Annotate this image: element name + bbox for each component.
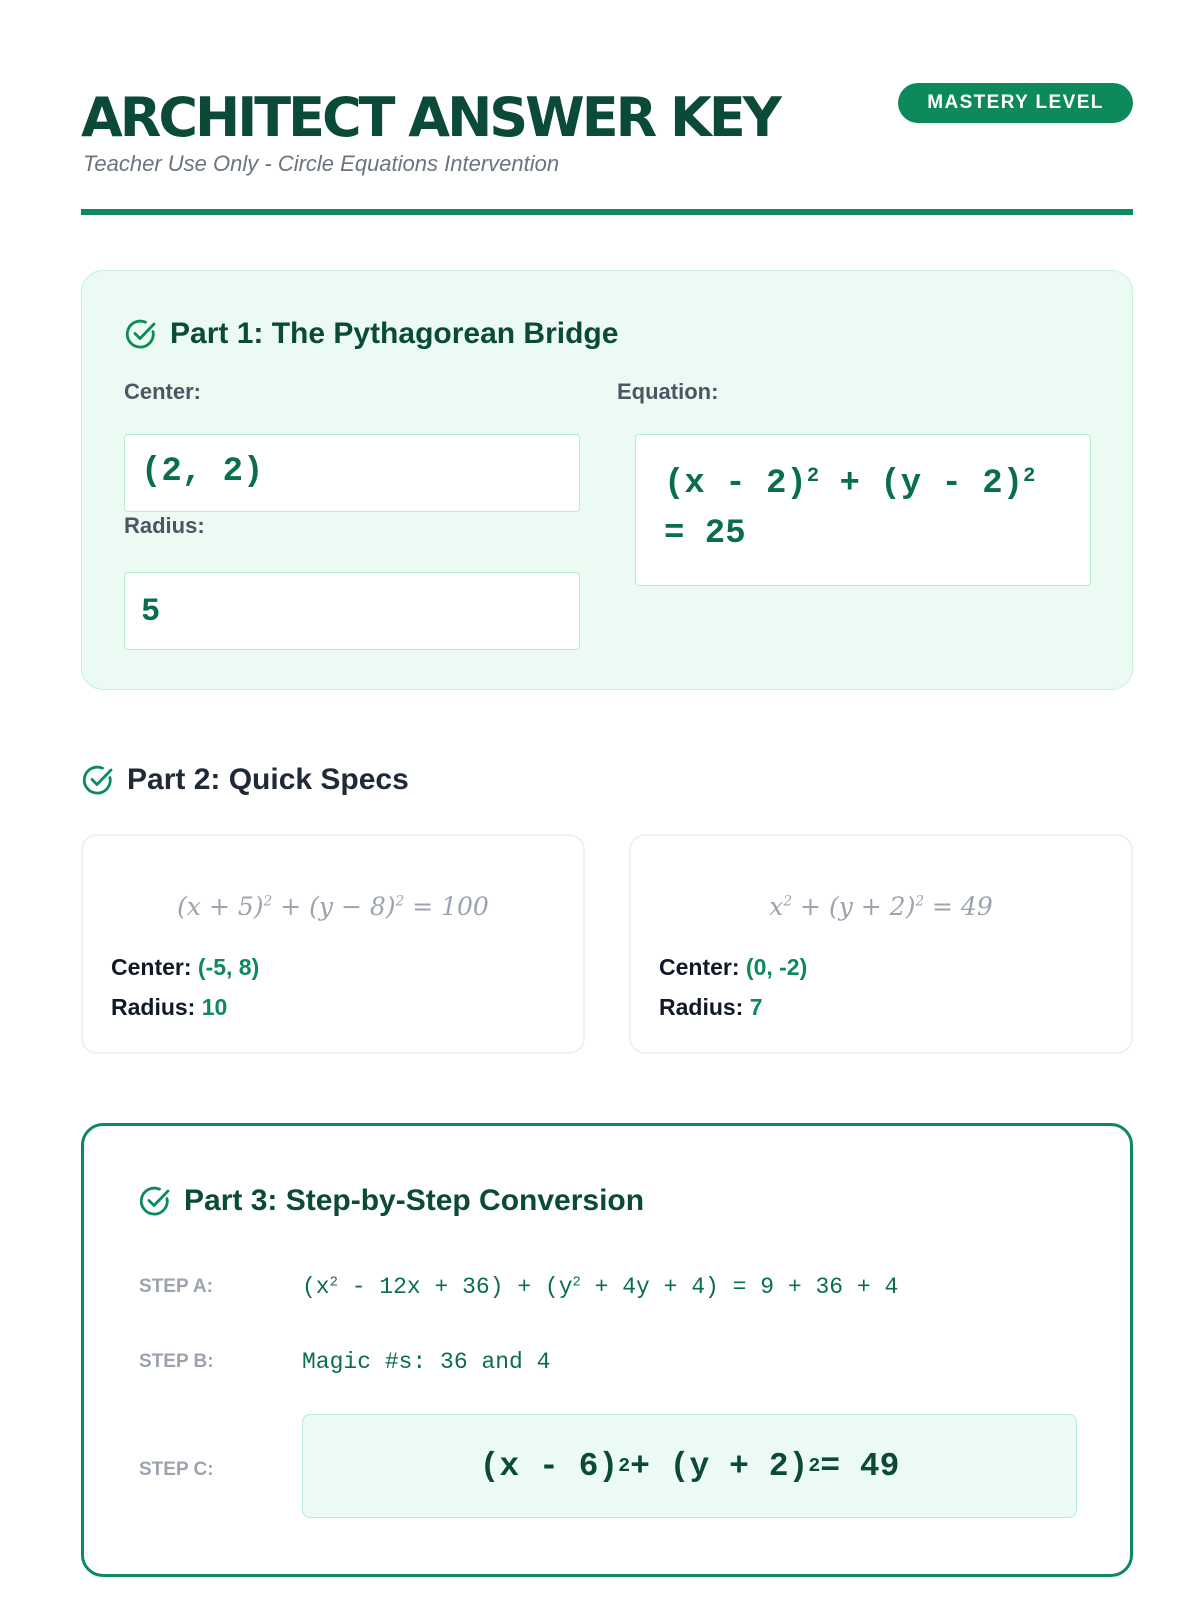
step-b-label: STEP B: — [139, 1351, 214, 1372]
step-a-value: $(x^2 - 12x + 36) + (y^2 + 4y + 4) = 9 + 36 + 4$ — [302, 1274, 899, 1300]
radius-label: Radius: — [124, 513, 205, 538]
center-answer-field: (2, 2) — [124, 434, 580, 512]
part1-heading — [124, 317, 618, 351]
spec-center: Center: (-5, 8) — [111, 954, 260, 980]
page-header — [81, 80, 1133, 215]
center-label: Center: — [124, 379, 202, 404]
part2-heading — [81, 763, 409, 797]
spec-center: Center: (0, -2) — [659, 954, 808, 980]
part2-title: Part 2: Quick Specs — [127, 763, 409, 796]
page-title: ARCHITECT ANSWER KEY — [81, 86, 779, 149]
part3-title: Part 3: Step-by-Step Conversion — [184, 1184, 645, 1217]
part3-heading — [138, 1184, 644, 1218]
part3-panel — [81, 1123, 1133, 1577]
radius-answer-field: 5 — [124, 572, 580, 650]
page-subtitle: Teacher Use Only - Circle Equations Intervention — [83, 151, 560, 176]
spec-card — [629, 834, 1133, 1054]
spec-equation: $(x + 5)^2 + (y - 8)^2 = 100$ — [177, 892, 489, 921]
step-c-label: STEP C: — [139, 1459, 214, 1480]
part1-title: Part 1: The Pythagorean Bridge — [170, 317, 619, 350]
step-b-value: Magic #s: 36 and 4 — [302, 1349, 551, 1375]
spec-card — [81, 834, 585, 1054]
step-a-label: STEP A: — [139, 1276, 213, 1297]
check-circle-icon — [124, 317, 158, 351]
equation-answer-field: (x - 2)$^2$ + (y - 2)$^2$ = 25 — [635, 434, 1091, 586]
equation-label: Equation: — [617, 379, 719, 404]
check-circle-icon — [81, 763, 115, 797]
spec-radius: Radius: 7 — [659, 994, 763, 1020]
header-divider — [81, 209, 1133, 215]
mastery-level-badge: MASTERY LEVEL — [898, 83, 1133, 123]
final-equation-box: (x - 6) 2 + (y + 2) 2 = 49 — [302, 1414, 1077, 1518]
check-circle-icon — [138, 1184, 172, 1218]
spec-equation: $x^2 + (y + 2)^2 = 49$ — [769, 892, 993, 921]
part1-panel — [81, 270, 1133, 690]
spec-radius: Radius: 10 — [111, 994, 228, 1020]
